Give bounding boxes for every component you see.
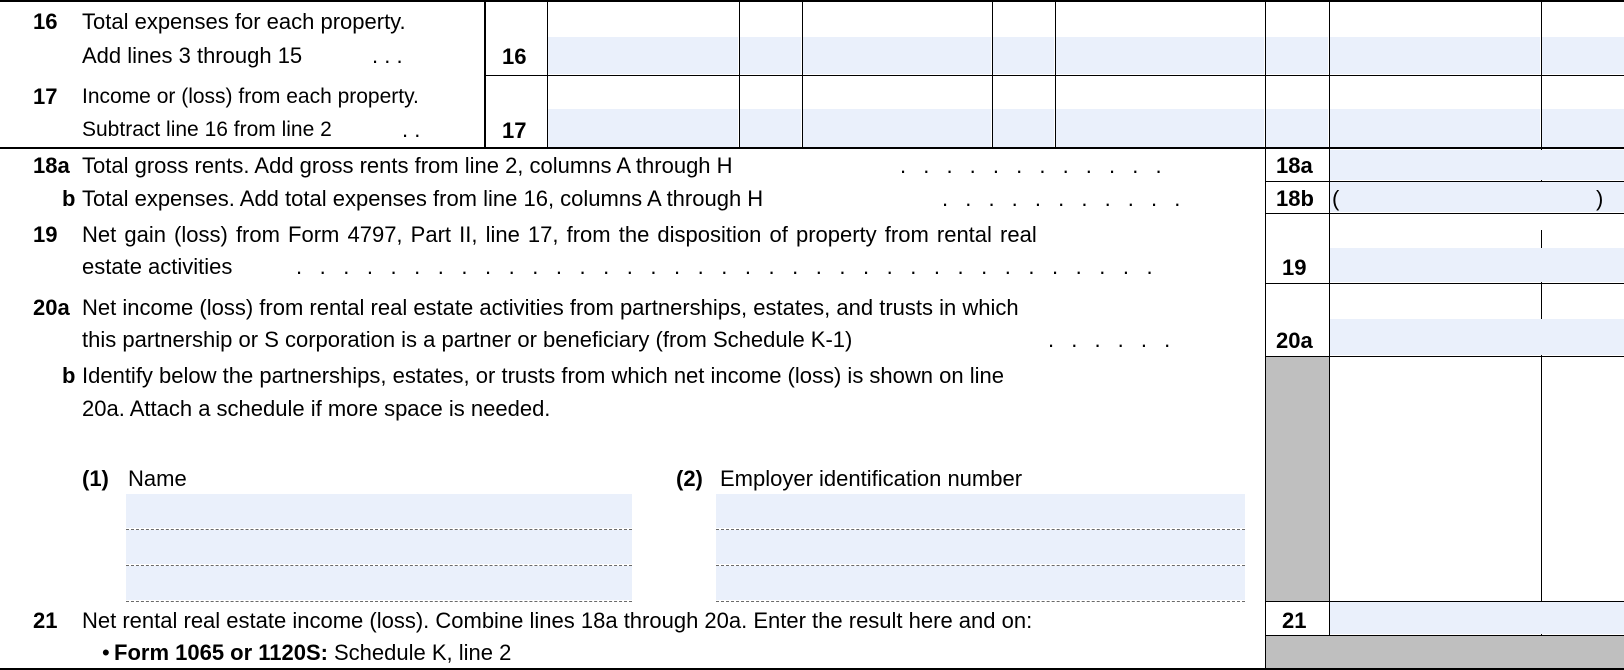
- ein-field-2[interactable]: [716, 530, 1245, 564]
- line21-bullet: •: [102, 640, 110, 665]
- grid-divider: [1541, 0, 1542, 148]
- name-field-1[interactable]: [126, 494, 632, 528]
- line18a-text: Total gross rents. Add gross rents from line 2, columns A through H: [82, 153, 733, 178]
- line19-text2: estate activities: [82, 254, 233, 279]
- line16-text2: Add lines 3 through 15: [82, 43, 303, 68]
- grid-divider: [1265, 0, 1266, 148]
- grid-divider: [547, 0, 548, 148]
- line19-text: Net gain (loss) from Form 4797, Part II, line 17, from the disposition of property from rental real: [82, 222, 1037, 247]
- grid-left-border: [484, 0, 486, 148]
- line20b-text: Identify below the partnerships, estates, or trusts from which net income (loss) is shown on line: [82, 363, 1004, 388]
- ein-field-3-underline: [716, 601, 1245, 602]
- line20a-amount[interactable]: [1330, 319, 1624, 355]
- line20a-text: Net income (loss) from rental real estate activities from partnerships, estates, and trusts in which: [82, 295, 1019, 320]
- line16-col-C[interactable]: [1056, 37, 1264, 74]
- line21-text: Net rental real estate income (loss). Combine lines 18a through 20a. Enter the result here and on:: [82, 608, 1033, 633]
- line16-col-D[interactable]: [1330, 37, 1540, 74]
- line16-rule: [484, 75, 1624, 76]
- line20b-text2: 20a. Attach a schedule if more space is needed.: [82, 396, 551, 421]
- line18b-amount[interactable]: [1330, 182, 1624, 212]
- ein-col-number: (2): [676, 466, 703, 491]
- line17-col-C-cents[interactable]: [1266, 109, 1328, 147]
- name-field-2[interactable]: [126, 530, 632, 564]
- line16-number: 16: [33, 9, 58, 34]
- ein-col-label: Employer identification number: [720, 466, 1023, 491]
- line18a-box-label: 18a: [1276, 153, 1313, 178]
- line16-col-C-cents[interactable]: [1266, 37, 1328, 74]
- line19-amount[interactable]: [1330, 248, 1624, 282]
- name-col-number: (1): [82, 466, 109, 491]
- line16-col-B[interactable]: [803, 37, 991, 74]
- line18b-close-paren: ): [1596, 186, 1604, 211]
- name-col-label: Name: [128, 466, 187, 491]
- line20b-shaded-box: [1266, 357, 1329, 601]
- line16-col-A-cents[interactable]: [740, 37, 801, 74]
- line17-rule: [0, 147, 1624, 149]
- line16-text: Total expenses for each property.: [82, 9, 406, 34]
- line17-col-D[interactable]: [1330, 109, 1540, 147]
- ein-field-3[interactable]: [716, 566, 1245, 600]
- grid-divider: [802, 0, 803, 148]
- line21-bullet-text: Schedule K, line 2: [334, 640, 512, 665]
- line17-text: Income or (loss) from each property.: [82, 85, 419, 108]
- line20a-box-label: 20a: [1276, 328, 1313, 353]
- line18a-number: 18a: [33, 153, 70, 178]
- line17-col-A[interactable]: [548, 109, 738, 147]
- line18b-letter: b: [62, 186, 76, 211]
- line17-col-C[interactable]: [1056, 109, 1264, 147]
- line20a-dots: . . . . . .: [1048, 327, 1171, 352]
- line17-text2: Subtract line 16 from line 2: [82, 118, 332, 141]
- line21-shaded-box: [1266, 636, 1624, 670]
- line19-dots: . . . . . . . . . . . . . . . . . . . . . . . . . . . . . . . . . . . . .: [296, 254, 1153, 279]
- line18b-rule: [1265, 213, 1624, 214]
- grid-divider: [1329, 0, 1330, 148]
- line18b-dots: . . . . . . . . . . .: [942, 186, 1181, 211]
- line17-box-label: 17: [502, 118, 527, 143]
- name-field-3[interactable]: [126, 566, 632, 600]
- ein-field-1[interactable]: [716, 494, 1245, 528]
- line19-box-label: 19: [1282, 255, 1307, 280]
- line17-col-B[interactable]: [803, 109, 991, 147]
- line20a-number: 20a: [33, 295, 70, 320]
- line21-box-label: 21: [1282, 608, 1307, 633]
- line16-dots: . . .: [372, 43, 403, 68]
- line17-col-D-cents[interactable]: [1542, 109, 1624, 147]
- line19-number: 19: [33, 222, 58, 247]
- right-col-amount-border: [1329, 148, 1330, 670]
- grid-divider: [1055, 0, 1056, 148]
- line17-number: 17: [33, 84, 58, 109]
- line17-col-B-cents[interactable]: [993, 109, 1054, 147]
- name-field-3-underline: [126, 601, 632, 602]
- grid-divider: [992, 0, 993, 148]
- line16-col-D-cents[interactable]: [1542, 37, 1624, 74]
- line17-col-A-cents[interactable]: [740, 109, 801, 147]
- line18a-dots: . . . . . . . . . . . .: [900, 153, 1162, 178]
- line20b-letter: b: [62, 363, 76, 388]
- line21-amount[interactable]: [1330, 602, 1624, 634]
- line21-bullet-bold: Form 1065 or 1120S:: [114, 640, 329, 665]
- line20a-text2: this partnership or S corporation is a partner or beneficiary (from Schedule K-1): [82, 327, 853, 352]
- line21-number: 21: [33, 608, 58, 633]
- line16-col-B-cents[interactable]: [993, 37, 1054, 74]
- line18b-box-label: 18b: [1276, 186, 1314, 211]
- line16-col-A[interactable]: [548, 37, 738, 74]
- line17-dots: . .: [402, 117, 421, 142]
- top-rule: [0, 0, 1624, 2]
- line18b-text: Total expenses. Add total expenses from line 16, columns A through H: [82, 186, 764, 211]
- line16-box-label: 16: [502, 44, 527, 69]
- line19-rule: [1265, 283, 1624, 284]
- line18a-amount[interactable]: [1330, 150, 1624, 180]
- line18b-open-paren: (: [1332, 186, 1340, 211]
- grid-divider: [739, 0, 740, 148]
